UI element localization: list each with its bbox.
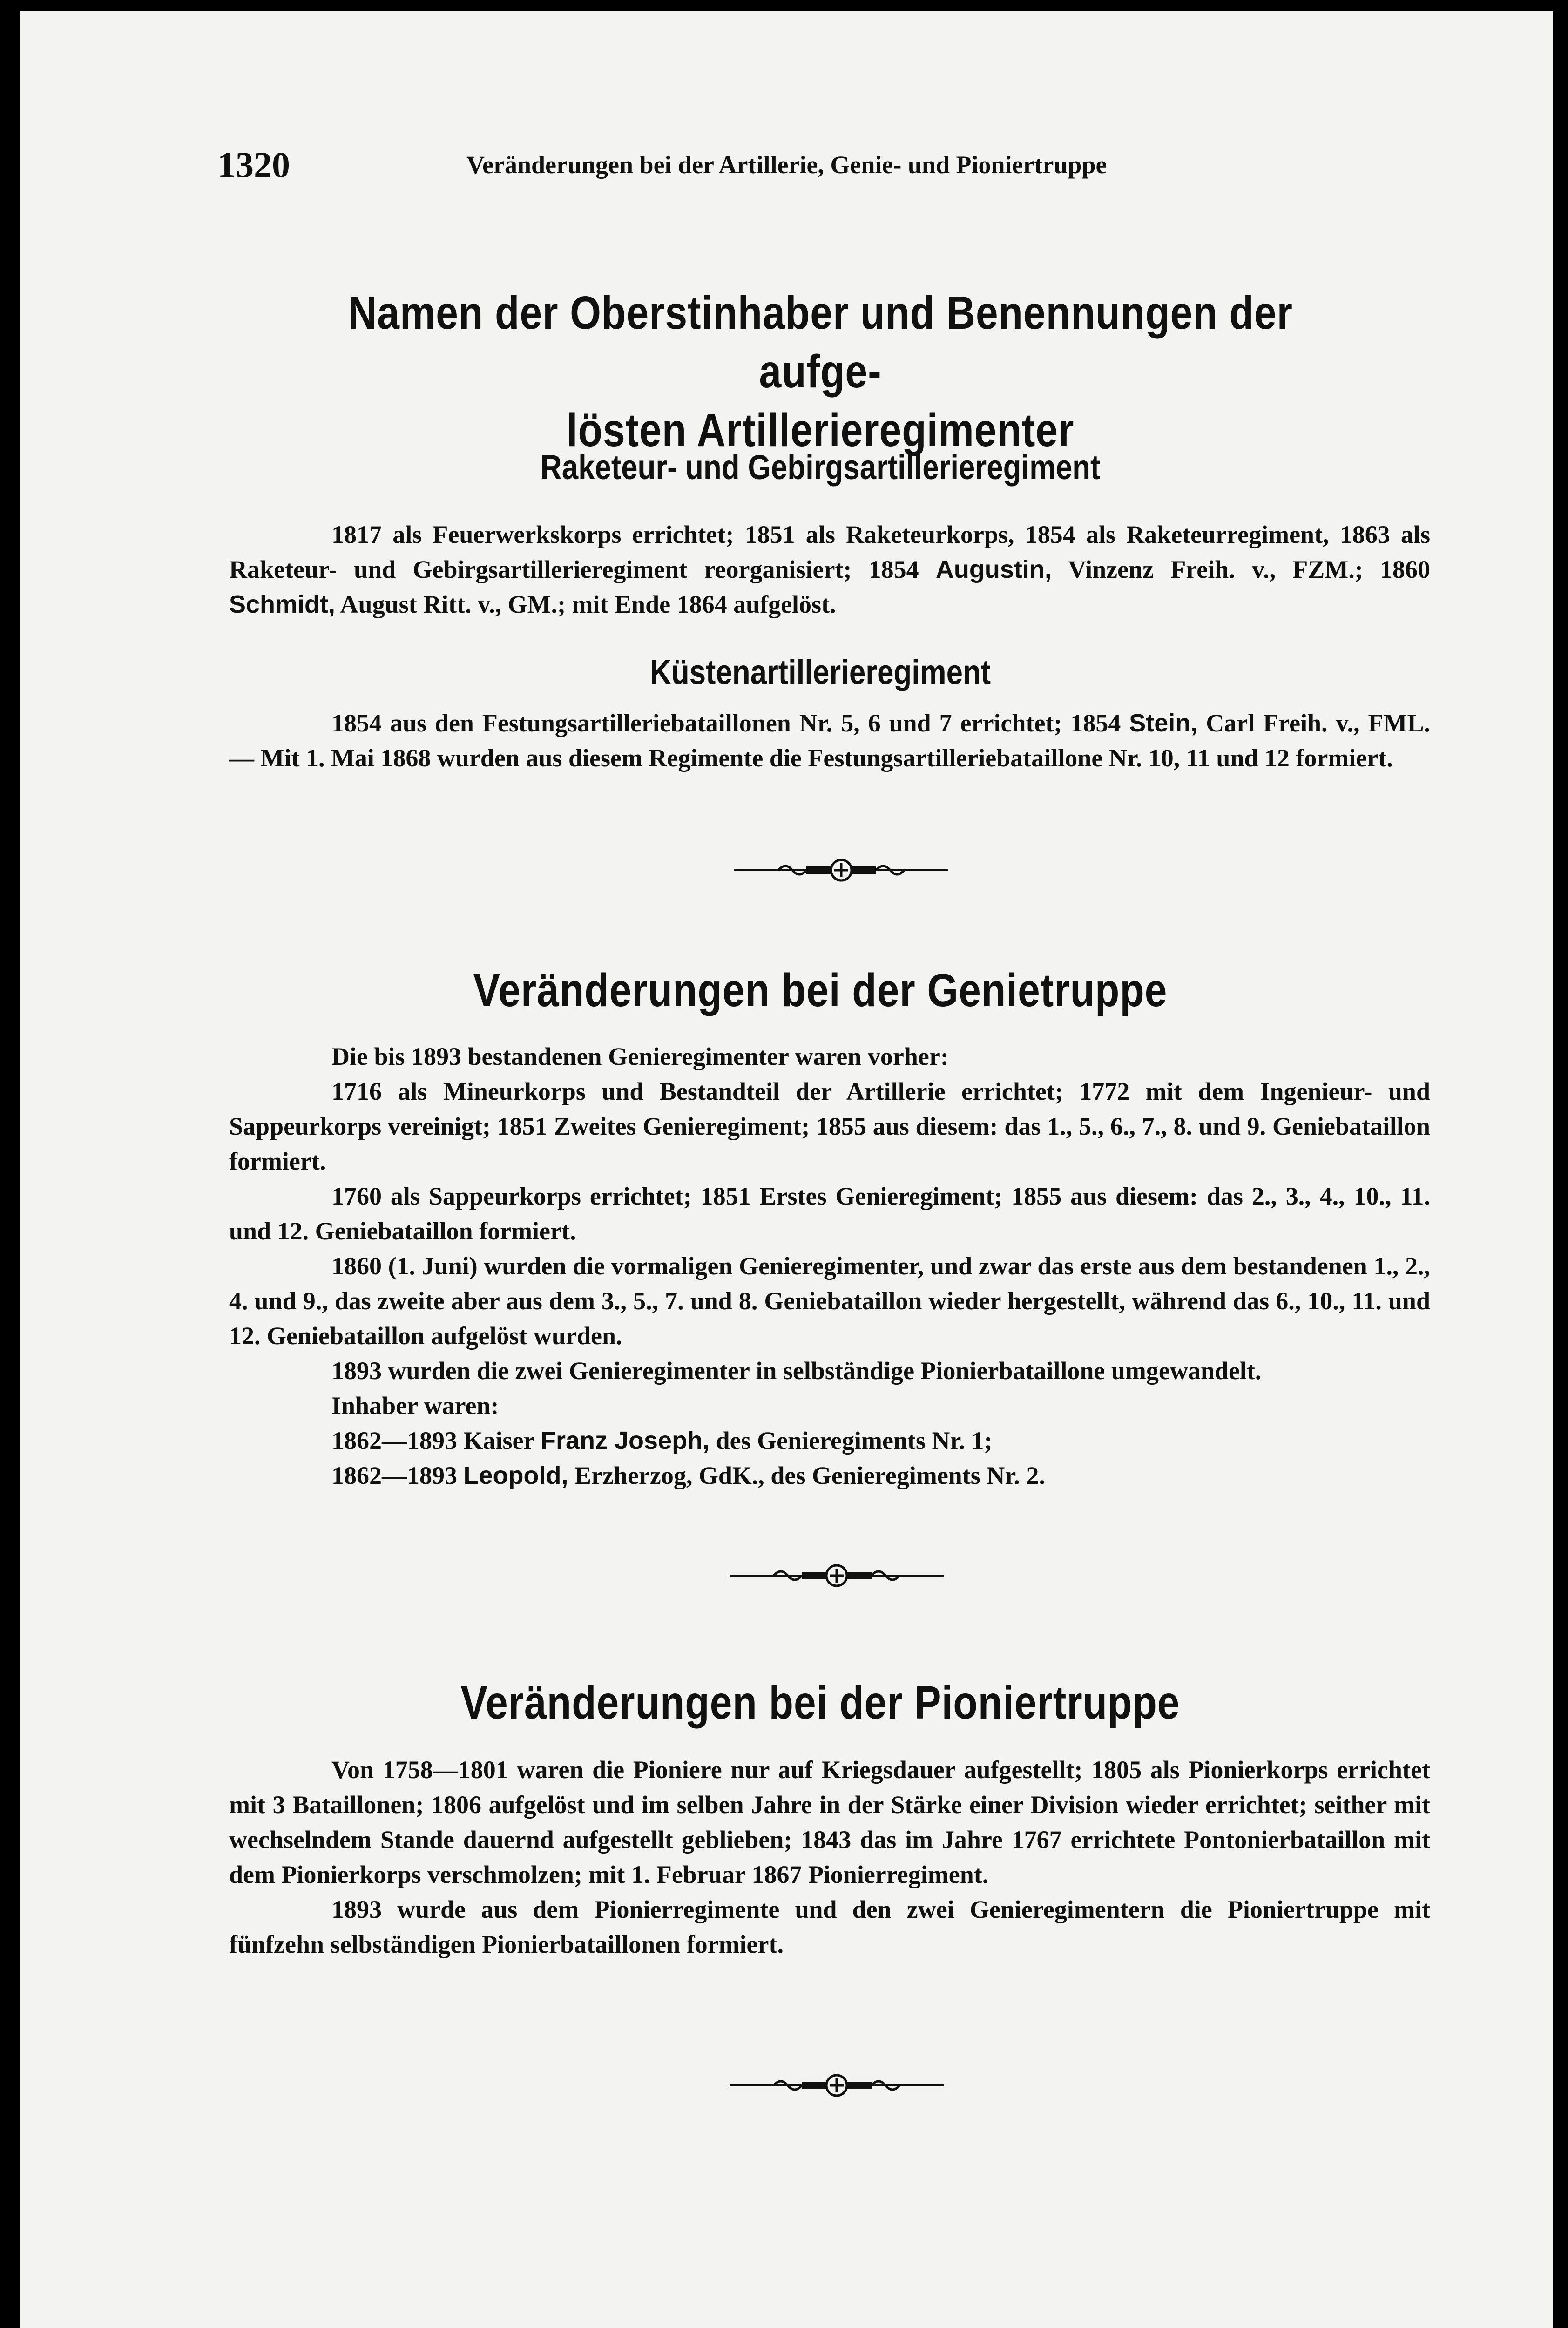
pionier-p1: Von 1758—1801 waren die Pioniere nur auf Kriegsdauer aufgestellt; 1805 als Pionierkorps errichtet mit 3 Bataillonen; 1806 aufgelöst und im selben Jahre in der Stärke einer Division wieder errichtet; seither mit wechselndem Stande dauernd aufgestellt geblieben; 1843 das im Jahre 1767 errichtete Pontonierbataillon mit dem Pionierkorps verschmolzen; mit 1. Februar 1867 Pionierregiment. bbox=[229, 1756, 1430, 1888]
genie-p6: Inhaber waren: bbox=[331, 1392, 499, 1420]
raketeur-paragraph bbox=[229, 517, 1430, 622]
name-franz-joseph: Franz Joseph, bbox=[540, 1427, 710, 1455]
genie-p1: Die bis 1893 bestandenen Genieregimenter waren vorher: bbox=[331, 1042, 949, 1070]
section1-title-line2: lösten Artillerieregimenter bbox=[566, 404, 1075, 456]
page bbox=[20, 11, 1553, 2328]
ornament-divider-graphic bbox=[730, 1564, 944, 1587]
kuesten-paragraph bbox=[229, 706, 1430, 776]
raketeur-text-b: Vinzenz Freih. v., FZM.; 1860 bbox=[1051, 555, 1430, 583]
name-augustin: Augustin, bbox=[935, 555, 1052, 583]
page-number: 1320 bbox=[217, 144, 290, 185]
genie-p8 bbox=[229, 1458, 1430, 1493]
kuesten-text-b: Carl Freih. v., FML. — Mit 1. Mai 1868 wurden aus diesem Regimente die Festungsartilleriebataillone Nr. 10, 11 und 12 formiert. bbox=[229, 709, 1430, 772]
section2-title: Veränderungen bei der Genietruppe bbox=[473, 964, 1168, 1016]
pionier-paragraphs bbox=[229, 1753, 1430, 1962]
kuesten-heading: Küstenartillerieregiment bbox=[649, 653, 991, 691]
genie-p8-b: Erzherzog, GdK., des Genieregiments Nr. 2. bbox=[568, 1462, 1045, 1489]
genie-p8-a: 1862—1893 bbox=[331, 1462, 464, 1489]
section1-title-line1: Namen der Oberstinhaber und Benennungen der aufge- bbox=[348, 287, 1293, 398]
running-header bbox=[206, 144, 1435, 195]
running-title: Veränderungen bei der Artillerie, Genie- und Pioniertruppe bbox=[466, 151, 1107, 179]
ornament-divider bbox=[730, 1564, 944, 1587]
genie-p5: 1893 wurden die zwei Genieregimenter in selbständige Pionierbataillone umgewandelt. bbox=[331, 1357, 1262, 1385]
section3-title: Veränderungen bei der Pioniertruppe bbox=[460, 1677, 1180, 1729]
name-leopold: Leopold, bbox=[463, 1462, 568, 1489]
genie-p7-b: des Genieregiments Nr. 1; bbox=[710, 1427, 993, 1455]
raketeur-text-c: August Ritt. v., GM.; mit Ende 1864 aufgelöst. bbox=[335, 590, 836, 618]
name-schmidt: Schmidt, bbox=[229, 590, 336, 618]
ornament-divider bbox=[730, 2074, 944, 2097]
raketeur-heading: Raketeur- und Gebirgsartillerieregiment bbox=[540, 448, 1101, 487]
ornament-divider-graphic bbox=[734, 859, 948, 882]
genie-p7-a: 1862—1893 Kaiser bbox=[331, 1427, 541, 1455]
genie-p7 bbox=[229, 1423, 1430, 1458]
ornament-divider-graphic bbox=[730, 2074, 944, 2097]
ornament-divider bbox=[734, 859, 948, 882]
name-stein: Stein, bbox=[1129, 709, 1198, 737]
genie-p4: 1860 (1. Juni) wurden die vormaligen Genieregimenter, und zwar das erste aus dem bestandenen 1., 2., 4. und 9., das zweite aber aus dem 3., 5., 7. und 8. Geniebataillon wieder hergestellt, während das 6., 10., 11. und 12. Geniebataillon aufgelöst wurden. bbox=[229, 1252, 1430, 1350]
genie-p2: 1716 als Mineurkorps und Bestandteil der Artillerie errichtet; 1772 mit dem Ingenieur- und Sappeurkorps vereinigt; 1851 Zweites Genieregiment; 1855 aus diesem: das 1., 5., 6., 7., 8. und 9. Geniebataillon formiert. bbox=[229, 1077, 1430, 1175]
pionier-p2: 1893 wurde aus dem Pionierregimente und den zwei Genieregimentern die Pioniertruppe mit fünfzehn selbständigen Pionierbataillonen formiert. bbox=[229, 1895, 1430, 1958]
section1-title bbox=[292, 284, 1349, 460]
genie-p3: 1760 als Sappeurkorps errichtet; 1851 Erstes Genieregiment; 1855 aus diesem: das 2., 3., 4., 10., 11. und 12. Geniebataillon formiert. bbox=[229, 1182, 1430, 1245]
genie-paragraphs bbox=[229, 1039, 1430, 1493]
raketeur-text-a: 1817 als Feuerwerkskorps errichtet; 1851 als Raketeurkorps, 1854 als Raketeurregiment, 1863 als Raketeur- und Gebirgsartillerieregiment reorganisiert; 1854 bbox=[229, 521, 1430, 583]
kuesten-text-a: 1854 aus den Festungsartilleriebataillonen Nr. 5, 6 und 7 errichtet; 1854 bbox=[331, 709, 1129, 737]
